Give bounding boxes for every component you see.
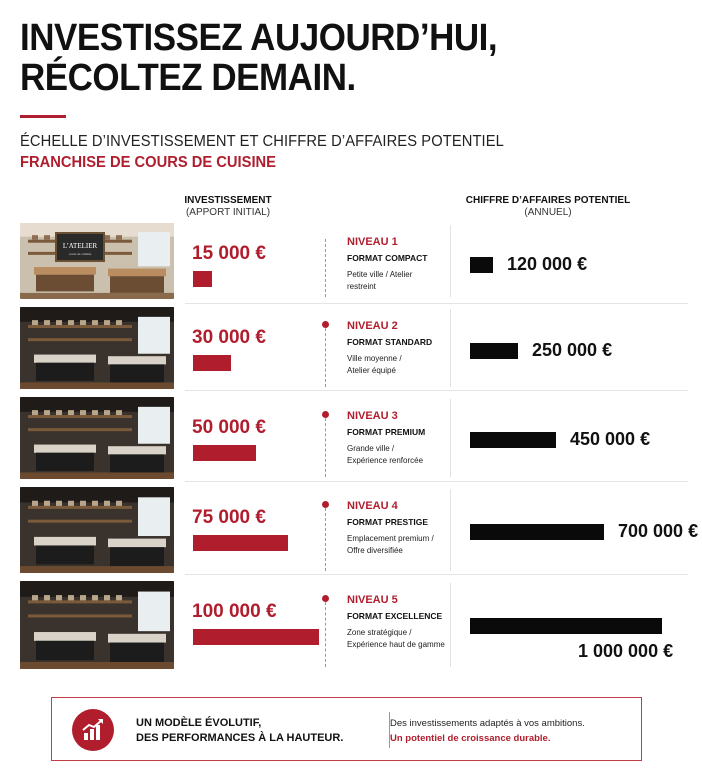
footer-tagline-line-1: Des investissements adaptés à vos ambitions.: [390, 718, 585, 729]
investment-column-header: [168, 195, 288, 219]
investment-bar: [193, 355, 231, 371]
title-line-1: INVESTISSEZ AUJOURD’HUI,: [20, 17, 498, 59]
timeline-dot: [322, 501, 329, 508]
investment-amount-label: 100 000 €: [192, 601, 277, 622]
level-info: [347, 593, 457, 651]
level-description: [347, 353, 457, 377]
kitchen-photo-thumbnail: [20, 397, 174, 479]
revenue-value-label: 120 000 €: [507, 254, 588, 274]
title-underline: [20, 115, 66, 118]
row-separator: [185, 574, 688, 575]
kitchen-photo-thumbnail: [20, 307, 174, 389]
growth-chart-icon: [72, 709, 114, 751]
level-name: NIVEAU 2: [347, 320, 398, 332]
level-description-line-1: Ville moyenne /: [347, 354, 402, 363]
kitchen-photo-thumbnail: [20, 487, 174, 573]
level-format: FORMAT EXCELLENCE: [347, 611, 443, 621]
level-info: [347, 499, 457, 557]
revenue-header-title: CHIFFRE D’AFFAIRES POTENTIEL: [465, 195, 631, 206]
investment-bar: [193, 629, 319, 645]
column-divider: [450, 225, 451, 297]
footer-tagline: [390, 716, 585, 746]
footer-banner: [51, 697, 642, 761]
row-separator: [185, 303, 688, 304]
investment-bar: [193, 535, 288, 551]
revenue-value-label: 450 000 €: [570, 429, 651, 449]
thumbnail-sign-subtext: cours de cuisine: [68, 252, 92, 256]
subtitle-accent: FRANCHISE DE COURS DE CUISINE: [20, 154, 276, 171]
timeline-dot: [322, 595, 329, 602]
investment-header-title: INVESTISSEMENT: [184, 195, 272, 206]
timeline-dot: [322, 321, 329, 328]
revenue-value-label: 700 000 €: [618, 521, 699, 541]
subtitle: ÉCHELLE D’INVESTISSEMENT ET CHIFFRE D’AFFAIRES POTENTIEL: [20, 133, 504, 150]
thumbnail-sign-text: L’ATELIER: [62, 242, 98, 250]
level-description: [347, 627, 457, 651]
page-title: [20, 18, 627, 98]
investment-amount-label: 75 000 €: [192, 507, 266, 528]
timeline-connector: [325, 323, 326, 387]
level-format: FORMAT PRESTIGE: [347, 517, 429, 527]
level-info: [347, 235, 457, 293]
revenue-bar: [470, 257, 493, 273]
column-divider: [450, 489, 451, 571]
revenue-bar: [470, 618, 662, 634]
timeline-connector: [325, 413, 326, 477]
level-description-line-1: Zone stratégique /: [347, 628, 412, 637]
level-name: NIVEAU 5: [347, 594, 398, 606]
footer-slogan: [136, 716, 343, 746]
timeline-connector: [325, 503, 326, 571]
investment-header-sub: (APPORT INITIAL): [185, 207, 271, 218]
level-description-line-2: Expérience haut de gamme: [347, 640, 445, 649]
revenue-bar: [470, 524, 604, 540]
investment-amount-label: 15 000 €: [192, 243, 266, 264]
level-description-line-2: Expérience renforcée: [347, 456, 424, 465]
level-description: [347, 533, 457, 557]
revenue-column-header: [458, 195, 638, 219]
revenue-value-label: 1 000 000 €: [578, 641, 674, 661]
footer-slogan-line-1: UN MODÈLE ÉVOLUTIF,: [136, 717, 262, 729]
level-name: NIVEAU 3: [347, 410, 398, 422]
title-line-2: RÉCOLTEZ DEMAIN.: [20, 57, 356, 99]
level-format: FORMAT STANDARD: [347, 337, 433, 347]
investment-bar: [193, 271, 212, 287]
revenue-bar: [470, 432, 556, 448]
column-divider: [450, 309, 451, 387]
timeline-connector: [325, 239, 326, 297]
level-info: [347, 409, 457, 467]
column-divider: [450, 399, 451, 477]
level-format: FORMAT COMPACT: [347, 253, 428, 263]
investment-amount-label: 30 000 €: [192, 327, 266, 348]
level-description-line-2: Atelier équipé: [347, 366, 396, 375]
column-divider: [450, 583, 451, 667]
footer-tagline-line-2: Un potentiel de croissance durable.: [390, 733, 551, 744]
level-description-line-2: Offre diversifiée: [347, 546, 403, 555]
row-separator: [185, 390, 688, 391]
level-description-line-2: restreint: [347, 282, 376, 291]
kitchen-photo-thumbnail: [20, 223, 174, 299]
level-description-line-1: Emplacement premium /: [347, 534, 434, 543]
revenue-header-sub: (ANNUEL): [524, 207, 572, 218]
timeline-connector: [325, 597, 326, 667]
level-name: NIVEAU 4: [347, 500, 398, 512]
row-separator: [185, 481, 688, 482]
level-format: FORMAT PREMIUM: [347, 427, 426, 437]
kitchen-photo-thumbnail: [20, 581, 174, 669]
investment-amount-label: 50 000 €: [192, 417, 266, 438]
level-description: [347, 443, 457, 467]
revenue-bar: [470, 343, 518, 359]
investment-bar: [193, 445, 256, 461]
revenue-value-label: 250 000 €: [532, 340, 613, 360]
level-name: NIVEAU 1: [347, 236, 398, 248]
level-info: [347, 319, 457, 377]
level-description: [347, 269, 457, 293]
level-description-line-1: Grande ville /: [347, 444, 395, 453]
footer-slogan-line-2: DES PERFORMANCES À LA HAUTEUR.: [136, 732, 344, 744]
timeline-dot: [322, 411, 329, 418]
level-description-line-1: Petite ville / Atelier: [347, 270, 413, 279]
